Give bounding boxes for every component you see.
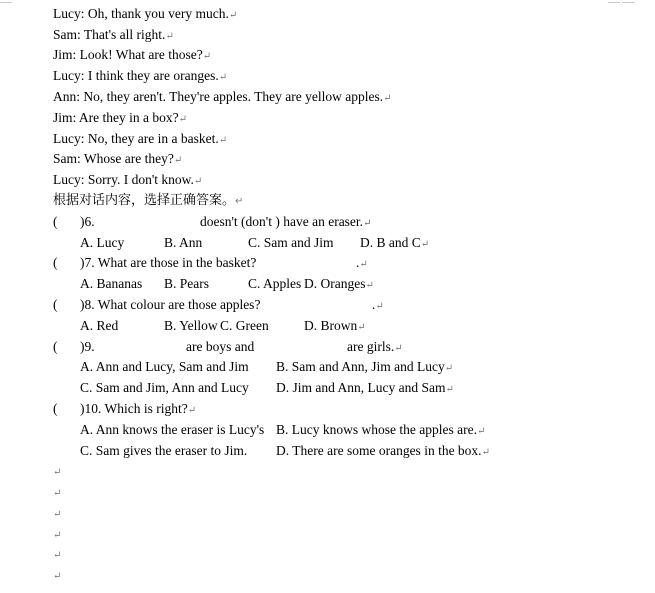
paragraph-mark-icon: ↵ [420, 239, 430, 250]
q6-number: )6. [80, 214, 95, 229]
empty-paragraph-mark-icon: ↵ [53, 571, 62, 582]
dialogue-line-2: Sam: That's all right.↵ [53, 27, 174, 42]
q7-option-d: D. Oranges↵ [304, 276, 374, 291]
dialogue-line-4: Lucy: I think they are oranges.↵ [53, 68, 228, 83]
dialogue-line-8: Sam: Whose are they?↵ [53, 151, 183, 166]
paragraph-mark-icon: ↵ [365, 280, 374, 291]
q7-option-c: C. Apples [248, 276, 302, 291]
dialogue-line-3: Jim: Look! What are those?↵ [53, 47, 212, 62]
dialogue-line-9: Lucy: Sorry. I don't know.↵ [53, 172, 203, 187]
paragraph-mark-icon: ↵ [193, 176, 203, 187]
q9-option-a: A. Ann and Lucy, Sam and Jim [80, 359, 249, 374]
paragraph-mark-icon: ↵ [476, 426, 486, 437]
q9-number: )9. [80, 339, 95, 354]
empty-paragraph-mark-icon: ↵ [53, 488, 62, 499]
q7-option-b: B. Pears [164, 276, 209, 291]
q10-option-a: A. Ann knows the eraser is Lucy's [80, 422, 265, 437]
paragraph-mark-icon: ↵ [383, 93, 392, 104]
paragraph-mark-icon: ↵ [375, 301, 384, 312]
q8-question-text: )8. What colour are those apples? [80, 297, 261, 312]
q7-option-a: A. Bananas [80, 276, 143, 291]
q9-option-c: C. Sam and Jim, Ann and Lucy [80, 380, 249, 395]
dialogue-line-5: Ann: No, they aren't. They're apples. They are yellow apples.↵ [53, 89, 392, 104]
empty-paragraph-mark-icon: ↵ [53, 550, 62, 561]
q6-question-text: doesn't (don't ) have an eraser.↵ [200, 214, 372, 229]
empty-paragraph-mark-icon: ↵ [53, 467, 62, 478]
q7-question-tail: .↵ [356, 255, 368, 270]
q10-answer-paren: ( [53, 401, 58, 416]
q6-option-c: C. Sam and Jim [248, 235, 334, 250]
paragraph-mark-icon: ↵ [165, 31, 174, 42]
page-corner-mark-right-2 [622, 2, 634, 3]
instruction-heading: 根据对话内容，选择正确答案。↵ [53, 193, 244, 208]
q10-option-c: C. Sam gives the eraser to Jim. [80, 443, 248, 458]
q8-option-a: A. Red [80, 318, 119, 333]
dialogue-line-7: Lucy: No, they are in a basket.↵ [53, 131, 228, 146]
paragraph-mark-icon: ↵ [173, 155, 183, 166]
paragraph-mark-icon: ↵ [394, 343, 403, 354]
q10-option-d: D. There are some oranges in the box.↵ [276, 443, 490, 458]
q6-option-b: B. Ann [164, 235, 203, 250]
q7-answer-paren: ( [53, 255, 58, 270]
paragraph-mark-icon: ↵ [357, 322, 366, 333]
dialogue-line-6: Jim: Are they in a box?↵ [53, 110, 187, 125]
q6-answer-paren: ( [53, 214, 58, 229]
paragraph-mark-icon: ↵ [363, 218, 372, 229]
q10-option-b: B. Lucy knows whose the apples are.↵ [276, 422, 486, 437]
q8-option-b: B. Yellow [164, 318, 218, 333]
paragraph-mark-icon: ↵ [445, 384, 454, 395]
paragraph-mark-icon: ↵ [178, 114, 187, 125]
paragraph-mark-icon: ↵ [218, 72, 228, 83]
q9-option-d: D. Jim and Ann, Lucy and Sam↵ [276, 380, 454, 395]
paragraph-mark-icon: ↵ [444, 363, 454, 374]
empty-paragraph-mark-icon: ↵ [53, 530, 62, 541]
q9-answer-paren: ( [53, 339, 58, 354]
paragraph-mark-icon: ↵ [218, 135, 228, 146]
q9-question-part-1: are boys and [186, 339, 255, 354]
q6-option-a: A. Lucy [80, 235, 125, 250]
q8-answer-paren: ( [53, 297, 58, 312]
paragraph-mark-icon: ↵ [187, 405, 197, 416]
paragraph-mark-icon: ↵ [228, 10, 238, 21]
paragraph-mark-icon: ↵ [235, 196, 244, 207]
q10-question-text: )10. Which is right?↵ [80, 401, 197, 416]
q9-question-part-2: are girls.↵ [347, 339, 403, 354]
q8-option-c: C. Green [220, 318, 269, 333]
dialogue-line-1: Lucy: Oh, thank you very much.↵ [53, 6, 238, 21]
page-corner-mark-right [608, 2, 620, 3]
q7-question-text: )7. What are those in the basket? [80, 255, 257, 270]
paragraph-mark-icon: ↵ [481, 447, 490, 458]
page-corner-mark-left [0, 2, 12, 3]
paragraph-mark-icon: ↵ [202, 51, 212, 62]
q8-question-tail: .↵ [372, 297, 384, 312]
q8-option-d: D. Brown↵ [304, 318, 366, 333]
q9-option-b: B. Sam and Ann, Jim and Lucy↵ [276, 359, 454, 374]
paragraph-mark-icon: ↵ [359, 259, 368, 270]
q6-option-d: D. B and C↵ [360, 235, 430, 250]
empty-paragraph-mark-icon: ↵ [53, 509, 62, 520]
